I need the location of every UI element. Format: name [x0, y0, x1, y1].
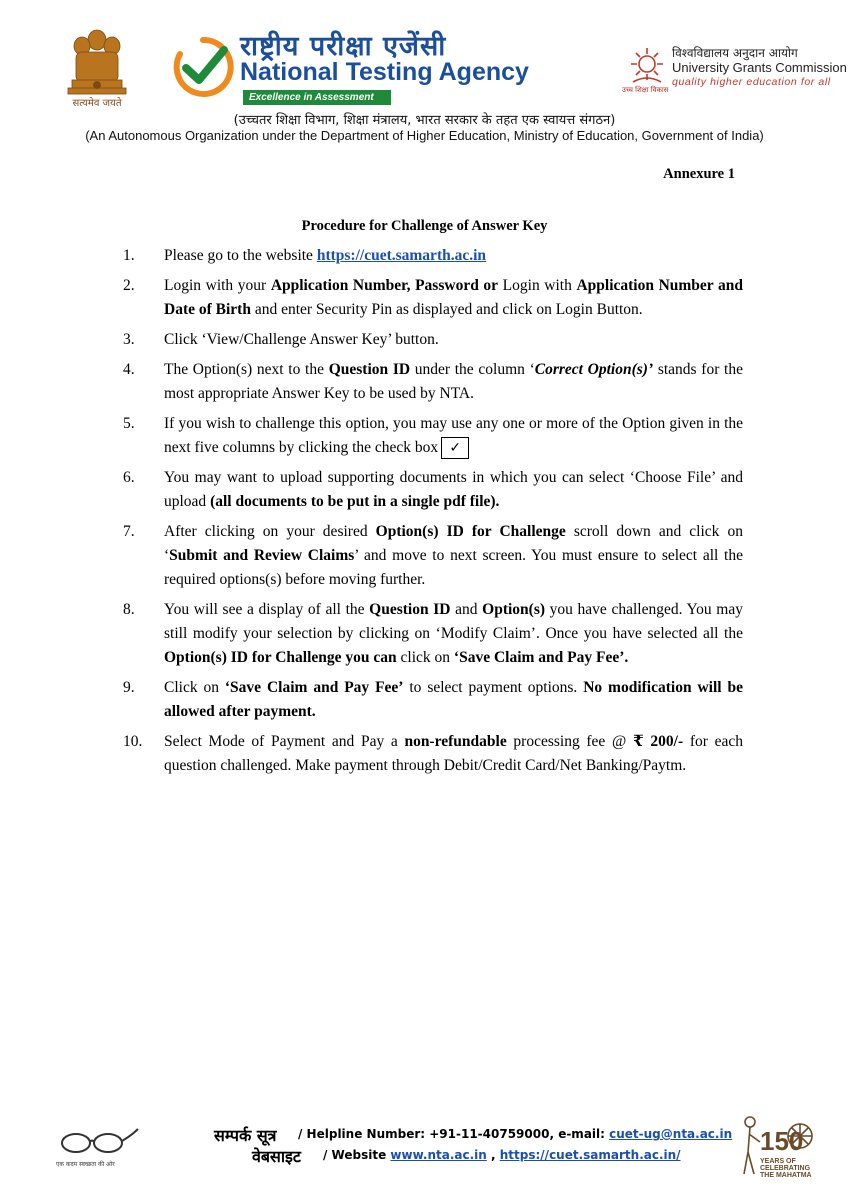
procedure-steps: [123, 244, 743, 784]
step-text: [164, 733, 743, 774]
text-run: scroll down and click on ‘: [164, 523, 743, 564]
text-run: Select Mode of Payment and Pay a: [164, 733, 405, 750]
bold-text: Option(s) ID for Challenge: [375, 523, 566, 540]
bold-text: Option(s) ID for Challenge you can: [164, 649, 397, 666]
text-run: Click ‘View/Challenge Answer Key’ button.: [164, 331, 439, 348]
website-label-hindi: वेबसाइट: [252, 1147, 301, 1166]
step-number: 8.: [123, 601, 135, 618]
bold-text: (all documents to be put in a single pdf file).: [210, 493, 500, 510]
subtitle-hindi: (उच्चतर शिक्षा विभाग, शिक्षा मंत्रालय, भारत सरकार के तहत एक स्वायत्त संगठन): [233, 113, 616, 128]
website-label: / Website: [323, 1148, 391, 1162]
gandhi-150-number: 150: [760, 1126, 804, 1156]
text-run: If you wish to challenge this option, you may use any one or more of the Option given in the next five columns by clicking the check box: [164, 415, 743, 456]
text-run: Login with: [498, 277, 577, 294]
step-number: 10.: [123, 733, 143, 750]
step-text: [164, 361, 743, 402]
swachh-bharat-glasses-icon: [52, 1125, 140, 1165]
step-text: [164, 277, 743, 318]
ugc-name-hindi: विश्वविद्यालय अनुदान आयोग: [672, 46, 798, 60]
step-number: 5.: [123, 415, 135, 432]
helpline-line: [298, 1127, 732, 1141]
gandhi-caption-line: CELEBRATING: [760, 1165, 811, 1172]
text-run: and enter Security Pin as displayed and click on Login Button.: [250, 301, 643, 318]
step-text: [164, 601, 743, 666]
nta-name-hindi: राष्ट्रीय परीक्षा एजेंसी: [240, 31, 447, 62]
ugc-name-english: University Grants Commission: [672, 60, 847, 75]
text-run: You will see a display of all the: [164, 601, 370, 618]
procedure-step: [123, 730, 743, 778]
step-text: [164, 679, 743, 720]
step-number: 9.: [123, 679, 135, 696]
nta-website-link[interactable]: www.nta.ac.in: [390, 1148, 487, 1162]
text-run: under the column ‘: [410, 361, 535, 378]
text-run: You may want to upload supporting documents in which you can select ‘Choose File’ and upload: [164, 469, 743, 510]
emblem-motto: सत्यमेव जयते: [72, 98, 122, 109]
bold-text: Option(s): [482, 601, 546, 618]
nta-tagline: Excellence in Assessment: [243, 90, 391, 105]
bold-text: Application Number, Password or: [270, 277, 499, 294]
procedure-step: [123, 520, 743, 592]
procedure-step: [123, 274, 743, 322]
ugc-tagline: quality higher education for all: [672, 76, 831, 88]
bold-text: Question ID: [369, 601, 451, 618]
text-run: you have challenged. You may still modify your selection by clicking on ‘Modify Claim’. Once you have selected all the: [164, 601, 743, 642]
text-run: stands for the most appropriate Answer Key to be used by NTA.: [164, 361, 743, 402]
step-number: 7.: [123, 523, 135, 540]
step-text: [164, 331, 439, 348]
procedure-step: [123, 244, 743, 268]
step-text: [164, 247, 486, 264]
subtitle-english: (An Autonomous Organization under the Department of Higher Education, Ministry of Education, Government of India): [85, 128, 764, 143]
website-link[interactable]: https://cuet.samarth.ac.in: [316, 247, 487, 264]
text-run: processing fee @: [506, 733, 633, 750]
nta-check-logo-icon: [172, 36, 234, 98]
nta-name-english: National Testing Agency: [240, 58, 529, 86]
text-run: Click on: [164, 679, 225, 696]
gandhi-caption: [760, 1158, 812, 1179]
bold-text: Submit and Review Claims: [169, 547, 355, 564]
gandhi-caption-line: YEARS OF: [760, 1158, 796, 1165]
text-run: Login with your: [164, 277, 271, 294]
document-title: Procedure for Challenge of Answer Key: [301, 218, 548, 234]
step-text: [164, 469, 743, 510]
text-run: ’ and move to next screen. You must ensure to select all the required options(s) before moving further.: [164, 547, 743, 588]
text-run: Please go to the website: [164, 247, 317, 264]
bold-text: Question ID: [328, 361, 411, 378]
checkbox-icon: ✓: [441, 437, 469, 459]
website-line: [323, 1148, 681, 1162]
bold-text: ₹ 200/-: [632, 733, 684, 750]
step-number: 2.: [123, 277, 135, 294]
step-number: 6.: [123, 469, 135, 486]
procedure-step: [123, 466, 743, 514]
bold-text: ‘Save Claim and Pay Fee’: [224, 679, 404, 696]
procedure-step: [123, 358, 743, 406]
step-number: 4.: [123, 361, 135, 378]
step-text: [164, 415, 743, 456]
step-text: [164, 523, 743, 588]
email-link[interactable]: cuet-ug@nta.ac.in: [609, 1127, 733, 1141]
procedure-step: [123, 676, 743, 724]
text-run: for each question challenged. Make payment through Debit/Credit Card/Net Banking/Paytm.: [164, 733, 743, 774]
ugc-caption: उच्च शिक्षा विकास: [622, 86, 669, 94]
swachh-caption: एक कदम स्वच्छता की ओर: [56, 1161, 115, 1168]
bold-text: ‘Save Claim and Pay Fee’.: [453, 649, 629, 666]
helpline-label: / Helpline Number: +91-11-40759000, e-mail:: [298, 1127, 610, 1141]
bold-text: non-refundable: [404, 733, 507, 750]
procedure-step: [123, 598, 743, 670]
gandhi-caption-line: THE MAHATMA: [760, 1172, 812, 1179]
bold-text: No modification will be allowed after payment.: [164, 679, 743, 720]
bold-text: Correct Option(s)’: [534, 361, 654, 378]
text-run: After clicking on your desired: [164, 523, 376, 540]
website-separator: ,: [486, 1148, 500, 1162]
step-number: 1.: [123, 247, 135, 264]
procedure-step: [123, 412, 743, 460]
step-number: 3.: [123, 331, 135, 348]
ugc-logo-icon: [625, 44, 669, 88]
contact-label-hindi: सम्पर्क सूत्र: [214, 1126, 277, 1145]
text-run: click on: [396, 649, 454, 666]
text-run: The Option(s) next to the: [164, 361, 329, 378]
annexure-label: Annexure 1: [663, 166, 735, 182]
text-run: to select payment options.: [403, 679, 584, 696]
procedure-step: [123, 328, 743, 352]
samarth-website-link[interactable]: https://cuet.samarth.ac.in/: [499, 1148, 681, 1162]
text-run: and: [450, 601, 483, 618]
bold-text: Application Number and Date of Birth: [164, 277, 743, 318]
letterhead: [0, 0, 849, 150]
